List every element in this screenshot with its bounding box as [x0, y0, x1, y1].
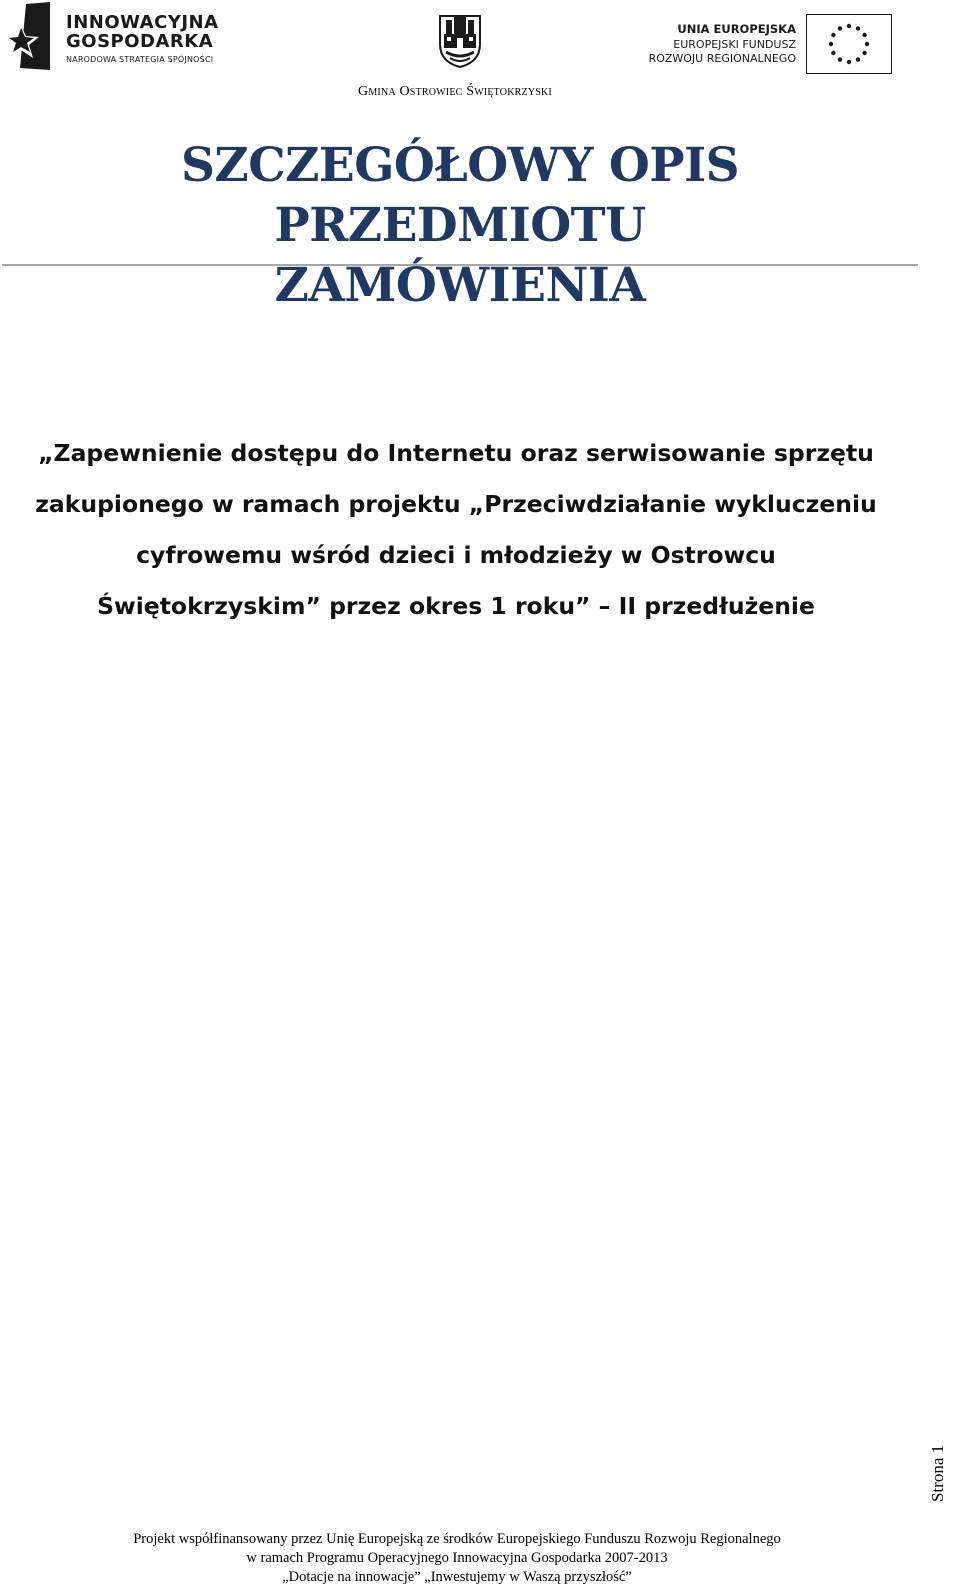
logo-left-line3: NARODOWA STRATEGIA SPÓJNOŚCI — [66, 55, 214, 64]
document-title — [20, 136, 900, 316]
municipality-name: Gmina Ostrowiec Świętokrzyski — [358, 84, 552, 99]
ostrowiec-coat-of-arms-icon — [438, 14, 482, 68]
subject-line-1: „Zapewnienie dostępu do Internetu oraz serwisowanie sprzętu — [38, 439, 874, 467]
logo-left-line1: INNOWACYJNA — [66, 12, 219, 33]
logo-right-line2: EUROPEJSKI FUNDUSZ — [673, 38, 796, 51]
subject-line-4: Świętokrzyskim” przez okres 1 roku” – II przedłużenie — [97, 592, 815, 620]
logo-right-line3: ROZWOJU REGIONALNEGO — [648, 52, 796, 65]
order-subject — [6, 428, 906, 632]
page-number: Strona 1 — [928, 1444, 947, 1502]
logo-left-line2: GOSPODARKA — [66, 31, 214, 52]
eu-flag-icon — [806, 14, 892, 74]
star-emblem-icon — [6, 2, 50, 70]
innowacyjna-gospodarka-logo — [6, 2, 219, 70]
footer-line-2: w ramach Programu Operacyjnego Innowacyjna Gospodarka 2007-2013 — [246, 1550, 668, 1566]
subject-line-2: zakupionego w ramach projektu „Przeciwdziałanie wykluczeniu — [35, 490, 877, 518]
footer — [0, 1530, 914, 1587]
eu-erdf-logo — [648, 14, 910, 78]
title-line-1: SZCZEGÓŁOWY OPIS PRZEDMIOTU — [180, 138, 740, 253]
footer-line-1: Projekt współfinansowany przez Unię Europejską ze środków Europejskiego Funduszu Rozwoju Regionalnego — [133, 1531, 781, 1547]
title-line-2: ZAMÓWIENIA — [274, 258, 646, 313]
footer-line-3: „Dotacje na innowacje” „Inwestujemy w Waszą przyszłość” — [282, 1569, 632, 1585]
subject-line-3: cyfrowemu wśród dzieci i młodzieży w Ostrowcu — [136, 541, 776, 569]
title-divider — [2, 264, 918, 266]
logo-right-line1: UNIA EUROPEJSKA — [677, 22, 796, 36]
